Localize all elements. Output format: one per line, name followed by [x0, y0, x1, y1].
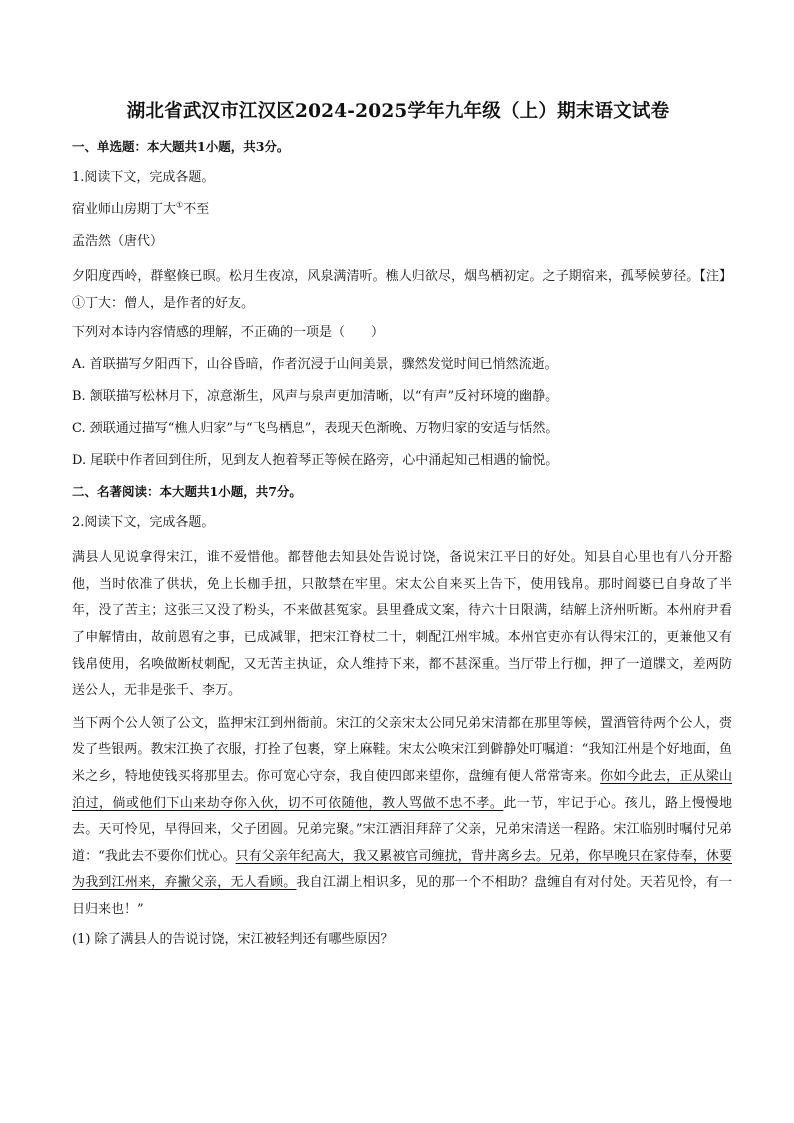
option-a[interactable]: A. 首联描写夕阳西下，山谷昏暗，作者沉浸于山间美景，骤然发觉时间已悄然流逝。 — [72, 357, 558, 373]
underlined-sentence-2: 只有父亲年纪高大，我又累被官司缠扰，背井离乡去。兄弟，你早晚只在家侍奉，休要为我到江州来，弃撇父亲，无人看顾。 — [72, 848, 732, 891]
poem-text: 夕阳度西岭，群壑倏已暝。松月生夜凉，风泉满清听。樵人归欲尽，烟鸟栖初定。之子期宿来，孤琴候萝径。 — [72, 269, 700, 284]
section-heading-classic-reading: 二、名著阅读：本大题共1小题，共7分。 — [72, 484, 302, 500]
poem-note: 【注】①丁大：僧人，是作者的好友。 — [72, 269, 732, 311]
paragraph-2-part-c: 我自江湖上相识多，见的那一个不相助？盘缠自有对付处。天若见怜，有一日归来也！” — [72, 875, 732, 917]
poem-title-part-a: 宿业师山房期丁大 — [72, 202, 177, 217]
passage-paragraph-1: 满县人见说拿得宋江，谁不爱惜他。都替他去知县处告说讨饶，备说宋江平日的好处。知县自心里也有八分开豁他，当时依准了供状，免上长枷手扭，只散禁在牢里。宋太公自来买上告下，使用钱帛。那时阎婆已自身故了半年，没了苦主；这张三又没了粉头，不来做甚冤家。县里叠成文案，待六十日限满，结解上济州听断。本州府尹看了申解情由，故前恩宥之事，已成减罪，把宋江脊杖二十，刺配江州牢城。本州官吏亦有认得宋江的，更兼他又有钱帛使用，名唤做断杖刺配，又无苦主执证，众人维持下来，都不甚深重。当厅带上行枷，押了一道牒文，差两防送公人，无非是张千、李万。 — [72, 550, 732, 699]
section-heading-single-choice: 一、单选题：本大题共1小题，共3分。 — [72, 139, 290, 154]
poem-author: 孟浩然（唐代） — [72, 234, 164, 249]
option-d[interactable]: D. 尾联中作者回到住所，见到友人抱着琴正等候在路旁，心中涌起知己相遇的愉悦。 — [72, 453, 559, 469]
poem-title — [72, 200, 732, 220]
sub-question-1: (1) 除了满县人的告说讨饶，宋江被轻判还有哪些原因？ — [72, 931, 394, 947]
poem-text-with-note — [72, 264, 732, 317]
question-1-intro: 1.阅读下文，完成各题。 — [72, 170, 215, 185]
paragraph-2-part-a: 当下两个公人领了公文，监押宋江到州衙前。宋江的父亲宋太公同兄弟宋清都在那里等候，置酒管待两个公人，赍发了些银两。教宋江换了衣服，打拴了包裹，穿上麻鞋。宋太公唤宋江到僻静处叮嘱道：“我知江州是个好地面，鱼米之乡，特地使钱买将那里去。你可宽心守奈，我自使四郎来望你，盘缠有便人常常寄来。 — [72, 715, 732, 784]
passage-paragraph-2 — [72, 711, 732, 924]
question-1-stem: 下列对本诗内容情感的理解，不正确的一项是（ ） — [72, 325, 385, 341]
poem-title-part-b: 不至 — [183, 202, 210, 217]
paragraph-2-part-b: 此一节，牢记于心。孩儿，路上慢慢地去。天可怜见，早得回来，父子团圆。兄弟完聚。”宋江洒泪拜辞了父亲，兄弟宋清送一程路。宋江临别时嘱付兄弟道：“我此去不要你们忧心。 — [72, 795, 732, 864]
page-title: 湖北省武汉市江汉区2024-2025学年九年级（上）期末语文试卷 — [126, 101, 670, 122]
option-b[interactable]: B. 颔联描写松林月下，凉意渐生，风声与泉声更加清晰，以“有声”反衬环境的幽静。 — [72, 389, 559, 405]
exam-page — [72, 100, 732, 962]
underlined-sentence-1: 你如今此去，正从梁山泊过，倘或他们下山来劫夺你入伙，切不可依随他，教人骂做不忠不孝。 — [72, 768, 732, 811]
question-2-intro: 2.阅读下文，完成各题。 — [72, 515, 215, 531]
footnote-marker: ① — [176, 200, 184, 210]
option-c[interactable]: C. 颈联通过描写“樵人归家”与“飞鸟栖息”，表现天色渐晚、万物归家的安适与恬然。 — [72, 421, 559, 437]
